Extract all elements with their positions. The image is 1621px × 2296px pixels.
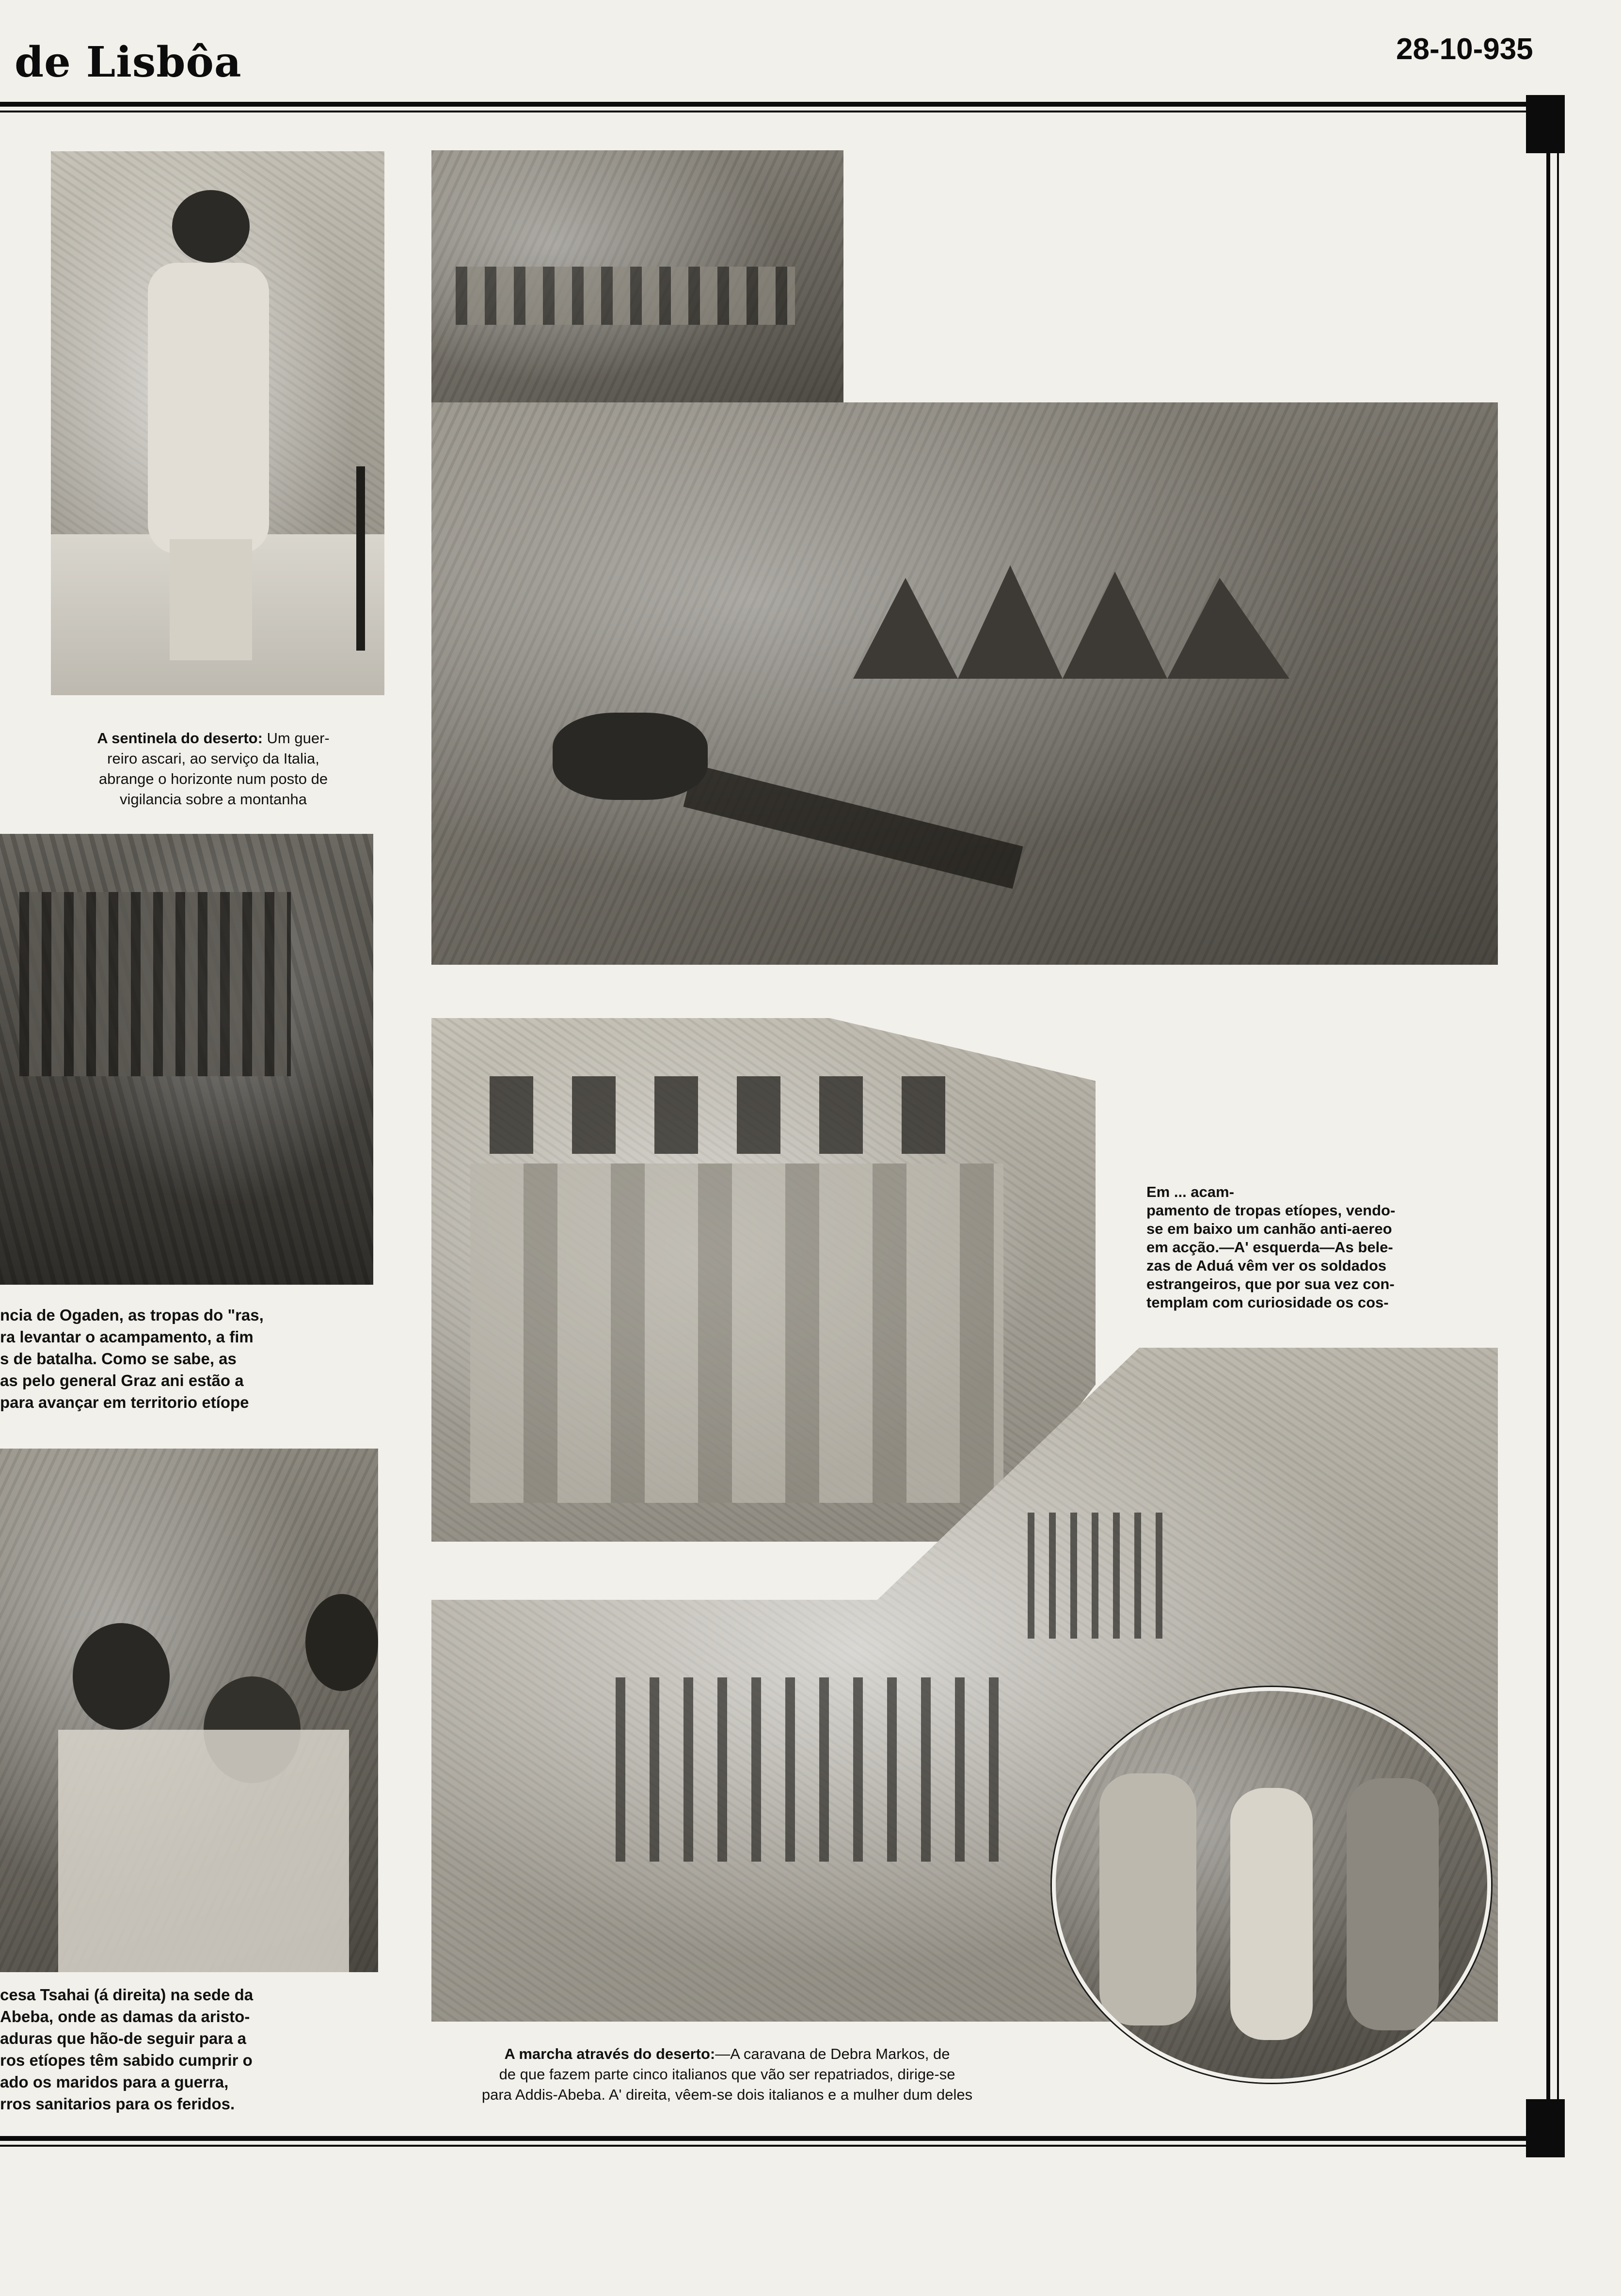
ogaden-caption-line1: ncia de Ogaden, as tropas do "ras, <box>0 1306 264 1324</box>
ogaden-caption-line4: as pelo general Graz ani estão a <box>0 1371 244 1389</box>
camp-caption-line4: em acção.—A' esquerda—As bele- <box>1146 1239 1393 1256</box>
tsahai-caption-line1: cesa Tsahai (á direita) na sede da <box>0 1986 254 2004</box>
tsahai-caption-line6: rros sanitarios para os feridos. <box>0 2095 235 2113</box>
ogaden-caption <box>0 1304 388 1413</box>
bottom-rule <box>0 2136 1546 2141</box>
camp-caption-line2: pamento de tropas etíopes, vendo- <box>1146 1202 1396 1219</box>
ogaden-caption-line3: s de batalha. Como se sabe, as <box>0 1350 237 1368</box>
ogaden-troops-photo <box>0 834 373 1285</box>
tsahai-caption-line5: ado os maridos para a guerra, <box>0 2073 229 2091</box>
camp-caption-line1: Em ... acam- <box>1146 1183 1234 1200</box>
march-caption-line3: para Addis-Abeba. A' direita, vêem-se dois italianos e a mulher dum deles <box>481 2086 973 2103</box>
camp-caption-line7: templam com curiosidade os cos- <box>1146 1294 1389 1311</box>
camp-photo-main <box>431 402 1498 965</box>
sentinel-photo <box>51 151 384 695</box>
italians-circle-photo <box>1052 1687 1491 2083</box>
bottom-rule-thin <box>0 2145 1546 2147</box>
march-caption-title: A marcha através do deserto: <box>504 2045 715 2062</box>
red-cross-ladies-photo <box>0 1449 378 1972</box>
tsahai-caption <box>0 1984 383 2115</box>
corner-block-top <box>1526 95 1565 153</box>
ogaden-caption-line2: ra levantar o acampamento, a fim <box>0 1328 254 1346</box>
camp-caption-line6: estrangeiros, que por sua vez con- <box>1146 1276 1395 1292</box>
ogaden-caption-line5: para avançar em territorio etíope <box>0 1393 249 1411</box>
sentinel-caption-line4: vigilancia sobre a montanha <box>119 791 307 808</box>
sentinel-caption-title: A sentinela do deserto: <box>97 730 263 747</box>
sentinel-caption-line2: reiro ascari, ao serviço da Italia, <box>107 750 319 767</box>
camp-caption-line3: se em baixo um canhão anti-aereo <box>1146 1220 1392 1237</box>
march-caption-line2: de que fazem parte cinco italianos que vão ser repatriados, dirige-se <box>499 2066 955 2083</box>
sentinel-caption <box>39 728 388 810</box>
issue-date: 28-10-935 <box>1396 32 1533 66</box>
camp-photo-notch <box>843 150 1522 402</box>
tsahai-caption-line3: aduras que hão-de seguir para a <box>0 2029 246 2047</box>
camp-caption <box>1146 1183 1500 1312</box>
top-rule <box>0 102 1546 107</box>
top-rule-thin <box>0 111 1546 112</box>
camp-caption-line5: zas de Aduá vêm ver os soldados <box>1146 1257 1387 1274</box>
adua-women-photo <box>431 1018 1096 1542</box>
masthead: de Lisbôa <box>15 38 242 87</box>
right-rule <box>1546 102 1550 2147</box>
corner-block-bottom <box>1526 2099 1565 2157</box>
tsahai-caption-line2: Abeba, onde as damas da aristo- <box>0 2008 250 2025</box>
photo-gutter <box>431 965 1100 1018</box>
sentinel-caption-line1: Um guer- <box>267 730 330 747</box>
tsahai-caption-line4: ros etíopes têm sabido cumprir o <box>0 2051 253 2069</box>
sentinel-caption-line3: abrange o horizonte num posto de <box>98 770 328 787</box>
camp-photo-top <box>431 150 843 422</box>
march-caption-line1: —A caravana de Debra Markos, de <box>715 2045 950 2062</box>
march-caption <box>412 2044 1042 2105</box>
right-rule-thin <box>1557 102 1559 2147</box>
